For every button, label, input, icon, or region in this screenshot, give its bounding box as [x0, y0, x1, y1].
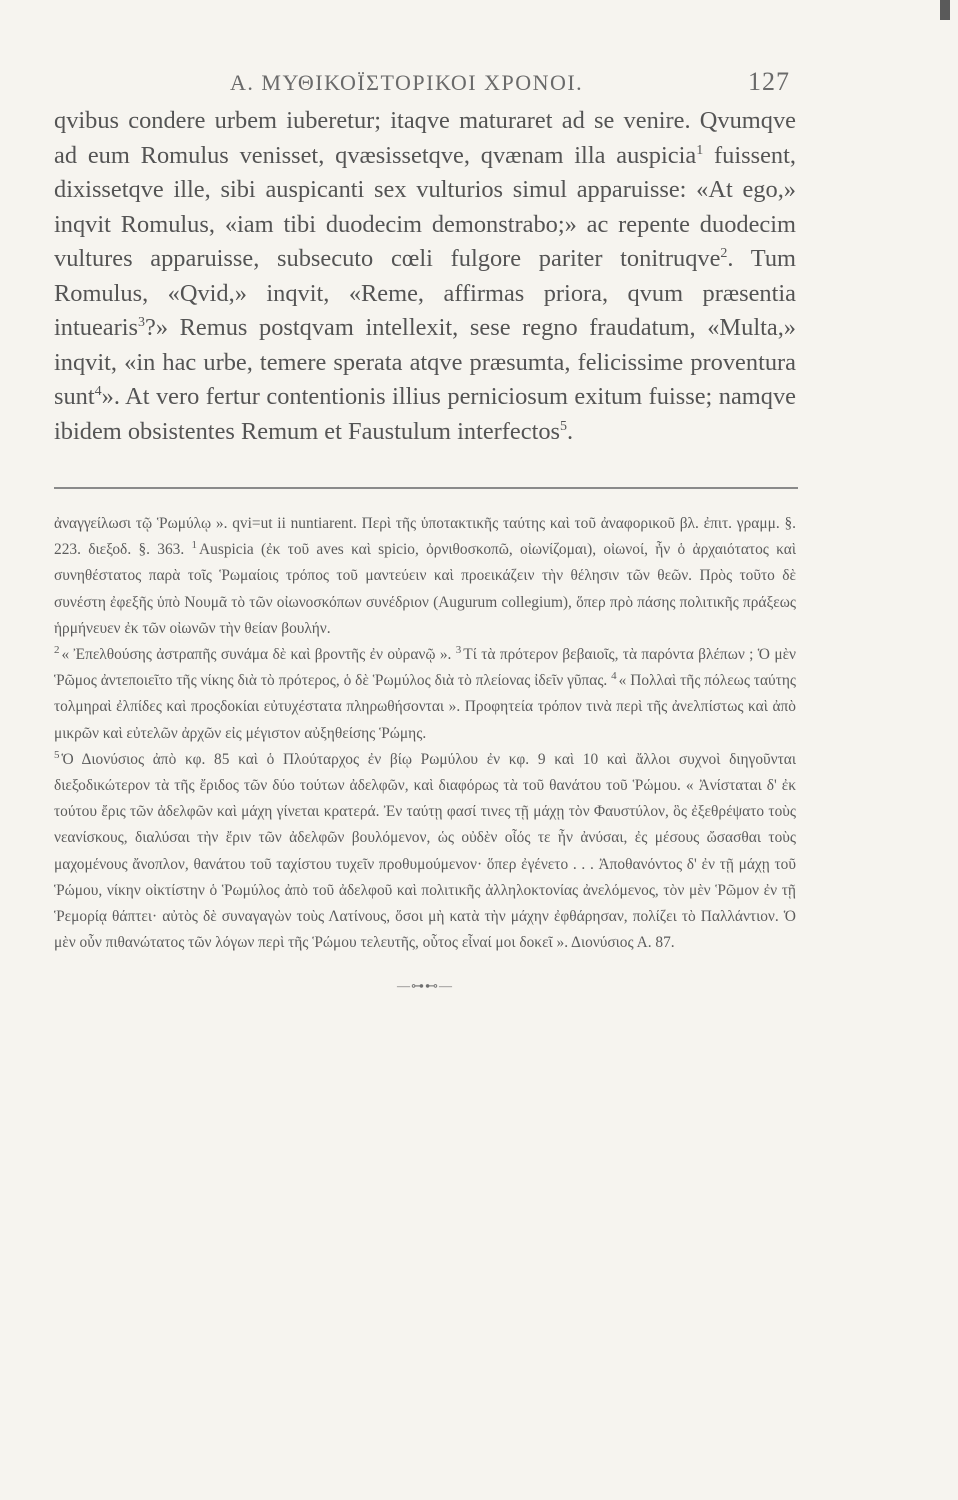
- footnote-text: Auspicia (ἐκ τοῦ aves καὶ spicio, ὀρνιθοσκοπῶ, οἰωνίζομαι), οἰωνοί, ἦν ὁ ἀρχαιότατος καὶ συνηθέστατος παρὰ τοῖς Ῥωμαίοις τρόπος τοῦ μαντεύειν καὶ προεικάζειν τὴν θέλησιν τῶν θεῶν. Πρὸς τοῦτο δὲ συνέστη ἐφεξῆς ὑπὸ Νουμᾶ τὸ τῶν οἰωνοσκόπων συνέδριον (Augurum collegium), ὅπερ πρὸ πάσης πολιτικῆς πράξεως ἡρμήνευεν ἐκ τῶν οἰωνῶν τὴν θείαν βουλήν.: [54, 541, 796, 637]
- footnote-reference: 5: [560, 418, 568, 434]
- footnote-marker: 2: [54, 643, 60, 656]
- footnote-text: ἀναγγείλωσι τῷ Ῥωμύλῳ ». qvi=ut ii nuntiarent. Περὶ τῆς ὑποτακτικῆς ταύτης καὶ τοῦ ἀναφορικοῦ βλ. ἐπιτ. γραμμ. §. 223. διεξοδ. §. 363.: [54, 515, 796, 559]
- running-head: [54, 62, 796, 104]
- end-ornament: —⊶⊷—: [397, 978, 453, 994]
- footnote-divider: [54, 487, 798, 489]
- footnote-reference: 1: [696, 142, 704, 158]
- footnote-text: Τί τὰ πρότερον βεβαιοῖς, τὰ παρόντα βλέπων ; Ὁ μὲν Ῥῶμος ἀντεποιεῖτο τῆς νίκης διὰ τὸ πρότερος, ὁ δὲ Ῥωμύλος διὰ τὸ πλείονας ἰδεῖν γῦπας.: [54, 646, 797, 690]
- main-paragraph: [54, 104, 796, 449]
- text-segment: ». At vero fertur contentionis illius perniciosum exitum fuisse; namqve ibidem obsistentes Remum et Faustulum interfectos: [54, 383, 796, 445]
- footnote: [54, 747, 796, 957]
- text-segment: ?» Remus postqvam intellexit, sese regno fraudatum, «Multa,» inqvit, «in hac urbe, temere sperata atqve præsumta, felicissime proventura sunt: [54, 314, 796, 410]
- page-edge-mark: [940, 0, 950, 20]
- book-page: [54, 62, 796, 994]
- footnote-continuation: [54, 511, 796, 642]
- footnote-marker: 5: [54, 748, 60, 761]
- footnote-text: Ὁ Διονύσιος ἀπὸ κφ. 85 καὶ ὁ Πλούταρχος ἐν βίῳ Ρωμύλου ἐν κφ. 9 καὶ 10 καὶ ἄλλοι συχνοὶ διηγοῦνται διεξοδικώτερον τὰ τῆς ἔριδος τῶν δύο τούτων ἀδελφῶν, καὶ διαφόρως τὰ τοῦ θανάτου τοῦ Ῥώμου. « Ἀνίσταται δ' ἐκ τούτου ἔρις τῶν ἀδελφῶν καὶ μάχη γίνεται κρατερά. Ἐν ταύτῃ φασί τινες τῇ μάχῃ τὸν Φαυστύλον, ὃς ἐξεθρέψατο τοὺς νεανίσκους, διαλύσαι τὴν ἔριν τῶν ἀδελφῶν βουλόμενον, ὡς οὐδὲν οἷός τε ἦν ἀνύσαι, ἐς μέσους ὤσασθαι τοὺς μαχομένους ἄνοπλον, θανάτου τοῦ ταχίστου τυχεῖν προθυμούμενον· ὅπερ ἐγένετο . . . Ἀποθανόντος δ' ἐν τῇ μάχῃ τοῦ Ῥώμου, νίκην οἰκτίστην ὁ Ῥωμύλος ἀπὸ τοῦ ἀδελφοῦ καὶ πολιτικῆς ἀλληλοκτονίας ἀνελόμενος, τὸν μὲν Ῥῶμον ἐν τῇ Ῥεμορίᾳ θάπτει· αὐτὸς δὲ συναγαγὼν τοὺς Λατίνους, ὅσοι μὴ κατὰ τὴν μάχην ἐφθάρησαν, πολίζει τὸ Παλλάντιον. Ὁ μὲν οὖν πιθανώτατος τῶν λόγων περὶ τῆς Ῥώμου τελευτῆς, οὗτος εἶναί μοι δοκεῖ ». Διονύσιος Α. 87.: [54, 750, 796, 952]
- footnote-text: « Πολλαὶ τῆς πόλεως ταύτης τολμηραὶ ἐλπίδες καὶ προςδοκίαι εὐτυχέστατα πληρωθήσονται ». Προφητεία τρόπον τινὰ περὶ τῆς ἀνελπίστως καὶ ἀπὸ μικρῶν καὶ εὐτελῶν ἀρχῶν εἰς μέγιστον αὐξηθείσης Ῥώμης.: [54, 672, 796, 742]
- text-segment: . Tum Romulus, «Qvid,» inqvit, «Reme, affirmas priora, qvum præsentia intuearis: [54, 245, 796, 341]
- footnotes: [54, 511, 796, 956]
- footnote-text: « Ἐπελθούσης ἀστραπῆς συνάμα δὲ καὶ βροντῆς ἐν οὐρανῷ ».: [61, 646, 452, 664]
- text-segment: qvibus condere urbem iuberetur; itaqve maturaret ad se venire. Qvumqve ad eum Romulus venisset, qvæsissetqve, qvænam illa auspicia: [54, 107, 796, 169]
- footnote: [54, 642, 796, 747]
- footnote-reference: 4: [94, 383, 102, 399]
- main-text: [54, 104, 796, 449]
- running-title: Α. ΜΥΘΙΚΟΪΣΤΟΡΙΚΟΙ ΧΡΟΝΟΙ.: [230, 70, 584, 95]
- text-segment: fuissent, dixissetqve ille, sibi auspicanti sex vulturios simul apparuisse: «At ego,» inqvit Romulus, «iam tibi duodecim demonstrabo;» ac repente duodecim vultures apparuisse, subsecuto cœli fulgore pariter tonitruqve: [54, 141, 796, 272]
- footnote-marker: 3: [455, 643, 462, 656]
- footnote-marker: 4: [611, 670, 617, 683]
- footnote-reference: 2: [720, 245, 728, 261]
- text-segment: .: [567, 417, 574, 445]
- footnote-marker: 1: [191, 539, 198, 552]
- footnote-reference: 3: [138, 314, 145, 330]
- page-number: 127: [748, 67, 790, 96]
